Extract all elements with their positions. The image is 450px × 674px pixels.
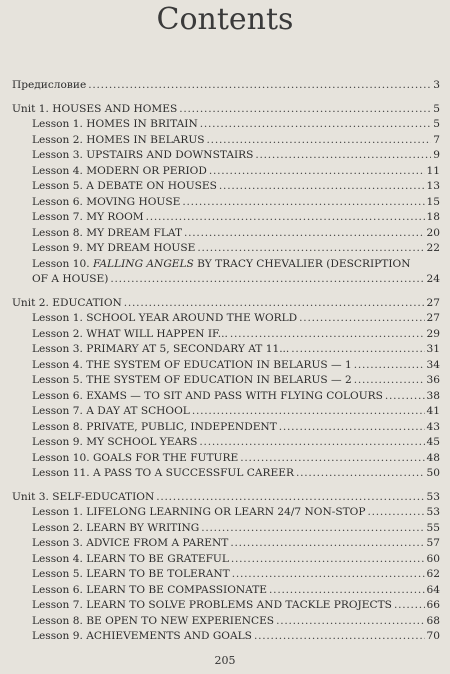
toc-lesson-entry	[12, 598, 440, 614]
toc-page-number: 7	[433, 133, 440, 146]
toc-lesson-label: Lesson 5. LEARN TO BE TOLERANT	[32, 568, 230, 580]
toc-page-number: 62	[426, 568, 440, 580]
toc-lesson-label: Lesson 7. A DAY AT SCHOOL	[32, 405, 190, 417]
leader-dots	[199, 435, 424, 451]
leader-dots	[146, 210, 425, 226]
toc-lesson-entry	[12, 179, 440, 195]
leader-dots	[367, 505, 424, 521]
toc-page-number: 3	[433, 79, 440, 91]
lesson-rest: BY TRACY CHEVALIER (DESCRIPTION	[193, 257, 411, 270]
toc-page-number: 70	[426, 630, 440, 642]
toc-page-number: 13	[426, 180, 440, 192]
leader-dots	[254, 629, 425, 645]
leader-dots	[291, 342, 424, 358]
toc-lesson-entry	[12, 164, 440, 180]
toc-page-number: 11	[426, 164, 440, 177]
leader-dots	[354, 373, 425, 389]
leader-dots	[240, 451, 424, 467]
leader-dots	[200, 117, 432, 133]
leader-dots	[269, 583, 424, 599]
leader-dots	[124, 296, 425, 312]
toc-page-number: 5	[433, 118, 440, 130]
leader-dots	[296, 466, 425, 482]
leader-dots	[209, 164, 425, 180]
toc-lesson-entry	[12, 629, 440, 645]
leader-dots	[231, 552, 425, 568]
leader-dots	[255, 148, 431, 164]
toc-lesson-label: Lesson 7. LEARN TO SOLVE PROBLEMS AND TACKLE PROJECTS	[32, 599, 392, 611]
leader-dots	[110, 272, 424, 288]
leader-dots	[230, 327, 425, 343]
toc-page-number: 15	[426, 195, 440, 208]
toc-lesson-label: Lesson 2. LEARN BY WRITING	[32, 521, 200, 534]
toc-lesson-entry	[12, 241, 440, 257]
toc-lesson-entry	[12, 435, 440, 451]
leader-dots	[299, 311, 424, 327]
toc-page-number: 64	[426, 583, 440, 596]
toc-lesson-label: Lesson 6. MOVING HOUSE	[32, 195, 181, 208]
page-number-footer: 205	[214, 654, 236, 667]
toc-page-number: 45	[426, 436, 440, 448]
toc-lesson-entry	[12, 567, 440, 583]
leader-dots	[276, 614, 424, 630]
toc-lesson-label: Lesson 9. MY SCHOOL YEARS	[32, 436, 198, 448]
toc-page-number: 29	[426, 327, 440, 340]
toc-lesson-entry	[12, 358, 440, 374]
toc-lesson-entry	[12, 210, 440, 226]
toc-page-number: 57	[426, 537, 440, 549]
lesson-line2: OF A HOUSE)	[32, 273, 109, 285]
toc-lesson-entry	[12, 466, 440, 482]
toc-page-number: 43	[426, 420, 440, 433]
toc-page-number: 60	[426, 552, 440, 565]
toc-lesson-label: Lesson 1. SCHOOL YEAR AROUND THE WORLD	[32, 312, 298, 324]
leader-dots	[385, 389, 425, 405]
toc-lesson-entry	[12, 373, 440, 389]
toc-page-number: 66	[426, 599, 440, 611]
toc-lesson-label: Lesson 6. EXAMS — TO SIT AND PASS WITH FLYING COLOURS	[32, 389, 383, 402]
lesson-prefix: Lesson 10.	[32, 257, 93, 270]
toc-lesson-entry	[12, 521, 440, 537]
toc-page-number: 53	[426, 506, 440, 518]
toc-page-number: 55	[426, 521, 440, 534]
toc-page-number: 38	[426, 389, 440, 402]
toc-lesson-label: Lesson 11. A PASS TO A SUCCESSFUL CAREER	[32, 467, 294, 479]
toc-page-number: 27	[426, 296, 440, 309]
leader-dots	[179, 102, 431, 118]
toc-lesson-entry	[12, 583, 440, 599]
toc-page-number: 18	[426, 211, 440, 223]
toc-page-number: 9	[433, 149, 440, 161]
leader-dots	[394, 598, 425, 614]
toc-lesson-label: Lesson 4. THE SYSTEM OF EDUCATION IN BELARUS — 1	[32, 358, 352, 371]
toc-lesson-entry	[12, 389, 440, 405]
toc-lesson-label: Lesson 10. GOALS FOR THE FUTURE	[32, 451, 239, 464]
unit-3-lessons	[12, 505, 440, 645]
toc-lesson-unit1-10	[12, 257, 440, 288]
toc-lesson-label: Lesson 3. ADVICE FROM A PARENT	[32, 537, 229, 549]
toc-lesson-label: Lesson 3. PRIMARY AT 5, SECONDARY AT 11...	[32, 343, 290, 355]
leader-dots	[88, 78, 431, 94]
toc-lesson-label: Lesson 8. BE OPEN TO NEW EXPERIENCES	[32, 614, 275, 627]
toc-lesson-label: Lesson 2. WHAT WILL HAPPEN IF...	[32, 327, 228, 340]
unit-1-lessons	[12, 117, 440, 257]
toc-lesson-label: Lesson 7. MY ROOM	[32, 211, 144, 223]
toc-unit-3	[12, 490, 440, 506]
leader-dots	[192, 404, 425, 420]
toc-lesson-label: Lesson 8. MY DREAM FLAT	[32, 226, 183, 239]
leader-dots	[156, 490, 424, 506]
toc-lesson-entry	[12, 148, 440, 164]
toc-lesson-entry	[12, 342, 440, 358]
toc-lesson-entry	[12, 536, 440, 552]
leader-dots	[207, 133, 432, 149]
toc-unit-label: Unit 1. HOUSES AND HOMES	[12, 102, 178, 115]
toc-page-number: 20	[426, 226, 440, 239]
page-title: Contents	[156, 2, 294, 37]
leader-dots	[354, 358, 425, 374]
toc-page-number: 41	[426, 405, 440, 417]
toc-lesson-entry	[12, 505, 440, 521]
toc-lesson-entry	[12, 133, 440, 149]
toc-lesson-label: Lesson 2. HOMES IN BELARUS	[32, 133, 205, 146]
toc-lesson-label: Lesson 4. MODERN OR PERIOD	[32, 164, 207, 177]
toc-lesson-entry	[12, 117, 440, 133]
toc-lesson-entry	[12, 404, 440, 420]
toc-lesson-label: Lesson 5. THE SYSTEM OF EDUCATION IN BELARUS — 2	[32, 374, 352, 386]
toc-page-number: 24	[426, 273, 440, 285]
toc-entry-preface	[12, 78, 440, 94]
lesson-italic-title: FALLING ANGELS	[92, 257, 194, 270]
toc-page-number: 31	[426, 343, 440, 355]
leader-dots	[230, 536, 424, 552]
toc-page-number: 48	[426, 451, 440, 464]
toc-page-number: 50	[426, 467, 440, 479]
toc-lesson-label: Lesson 9. MY DREAM HOUSE	[32, 242, 196, 254]
toc-lesson-label: Lesson 5. A DEBATE ON HOUSES	[32, 180, 217, 192]
leader-dots	[219, 179, 425, 195]
toc-entry-label: Предисловие	[12, 79, 87, 91]
toc-page-number: 53	[426, 490, 440, 503]
toc-lesson-label: Lesson 6. LEARN TO BE COMPASSIONATE	[32, 583, 268, 596]
toc-lesson-label: Lesson 1. LIFELONG LEARNING OR LEARN 24/7 NON-STOP	[32, 506, 366, 518]
toc-lesson-entry	[12, 195, 440, 211]
toc-lesson-entry	[12, 226, 440, 242]
toc-unit-label: Unit 2. EDUCATION	[12, 296, 122, 309]
toc-page-number: 27	[426, 312, 440, 324]
toc-lesson-entry	[12, 327, 440, 343]
toc-page-number: 34	[426, 358, 440, 371]
toc-lesson-entry	[12, 420, 440, 436]
leader-dots	[197, 241, 424, 257]
toc-page-number: 68	[426, 614, 440, 627]
toc-unit-label: Unit 3. SELF-EDUCATION	[12, 490, 155, 503]
toc-page-number: 5	[433, 102, 440, 115]
leader-dots	[232, 567, 425, 583]
toc-lesson-entry	[12, 614, 440, 630]
toc-lesson-label: Lesson 3. UPSTAIRS AND DOWNSTAIRS	[32, 149, 254, 161]
unit-2-lessons	[12, 311, 440, 482]
leader-dots	[184, 226, 424, 242]
toc-lesson-entry	[12, 451, 440, 467]
toc-lesson-entry	[12, 311, 440, 327]
toc-lesson-label: Lesson 4. LEARN TO BE GRATEFUL	[32, 552, 229, 565]
leader-dots	[182, 195, 424, 211]
table-of-contents	[12, 78, 440, 645]
toc-lesson-label: Lesson 8. PRIVATE, PUBLIC, INDEPENDENT	[32, 420, 277, 433]
toc-lesson-label: Lesson 9. ACHIEVEMENTS AND GOALS	[32, 630, 252, 642]
leader-dots	[279, 420, 425, 436]
toc-lesson-label: Lesson 1. HOMES IN BRITAIN	[32, 118, 198, 130]
toc-page-number: 22	[426, 242, 440, 254]
toc-lesson-entry	[12, 552, 440, 568]
toc-unit-1	[12, 102, 440, 118]
toc-unit-2	[12, 296, 440, 312]
toc-page-number: 36	[426, 374, 440, 386]
leader-dots	[201, 521, 424, 537]
